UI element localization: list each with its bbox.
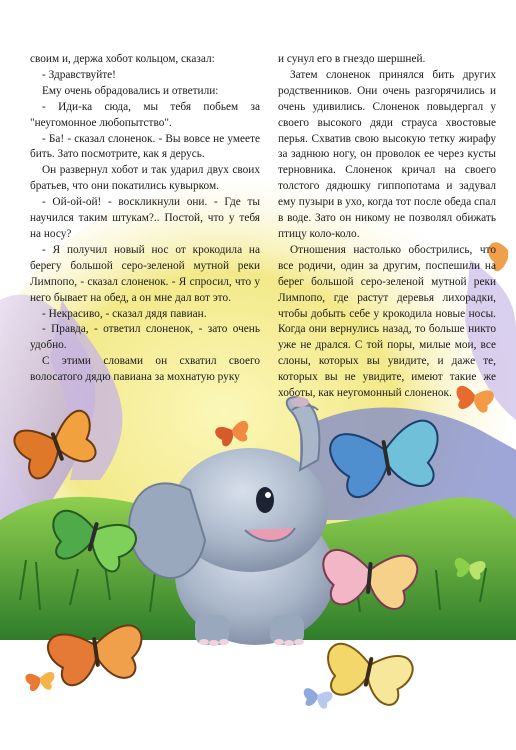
text-column-right bbox=[278, 52, 496, 402]
paragraph: Отношения настолько обострились, что все родичи, один за другим, поспешили на берег большой серо-зеленой мутной реки Лимпопо, где растут деревья лихорадки, чтобы добыть себе у крокодила новые носы. Когда они вернулись назад, то больше никто уже не дрался. С той поры, милые мои, все слоны, которых вы увидите, и даже те, которых вы не увидите, имеют такие же хоботы, как неугомонный слоненок. bbox=[278, 243, 496, 400]
paragraph: Он развернул хобот и так ударил двух своих братьев, что они покатились кувырком. bbox=[30, 164, 260, 193]
paragraph: - Иди-ка сюда, мы тебя побьем за "неугомонное любопытство". bbox=[30, 100, 260, 129]
paragraph: С этими словами он схватил своего волосатого дядю павиана за мохнатую руку bbox=[30, 355, 260, 384]
butterfly-small-orange-bottom-left bbox=[25, 672, 55, 692]
paragraph: Затем слоненок принялся бить других родственников. Они очень разгорячились и очень удивились. Слоненок повыдергал у своего высокого дяди страуса хвостовые перья. Схватив свою высокую тетку жирафу за заднюю ногу, он проволок ее через кусты терновника. Слоненок кричал на своего толстого дядюшку гиппопотама и задувал ему пузыри в ухо, когда тот после обеда спал в воде. Зато он никому не позволял обижать птицу коло-коло. bbox=[278, 68, 496, 240]
paragraph: - Ой-ой-ой! - воскликнули они. - Где ты научился таким штукам?.. Постой, что у тебя на носу? bbox=[30, 196, 260, 240]
butterfly-small-blue-bottom bbox=[302, 687, 334, 709]
paragraph: своим и, держа хобот кольцом, сказал: bbox=[30, 53, 215, 65]
paragraph: и сунул его в гнездо шершней. bbox=[278, 53, 426, 65]
paragraph: - Ба! - сказал слоненок. - Вы вовсе не умеете бить. Зато посмотрите, как я дерусь. bbox=[30, 132, 260, 161]
text-column-left bbox=[30, 52, 260, 386]
paragraph: - Здравствуйте! bbox=[42, 68, 116, 81]
paragraph: - Некрасиво, - сказал дядя павиан. bbox=[42, 307, 207, 320]
paragraph: - Я получил новый нос от крокодила на берегу большой серо-зеленой мутной реки Лимпопо, - сказал слоненок. - Я спросил, что у него бывает на обед, а он мне дал вот это. bbox=[30, 243, 260, 304]
butterfly-yellow-bottom bbox=[321, 641, 415, 708]
paragraph: Ему очень обрадовались и ответили: bbox=[42, 84, 219, 97]
paragraph: - Правда, - ответил слоненок, - зато очень удобно. bbox=[30, 323, 260, 352]
